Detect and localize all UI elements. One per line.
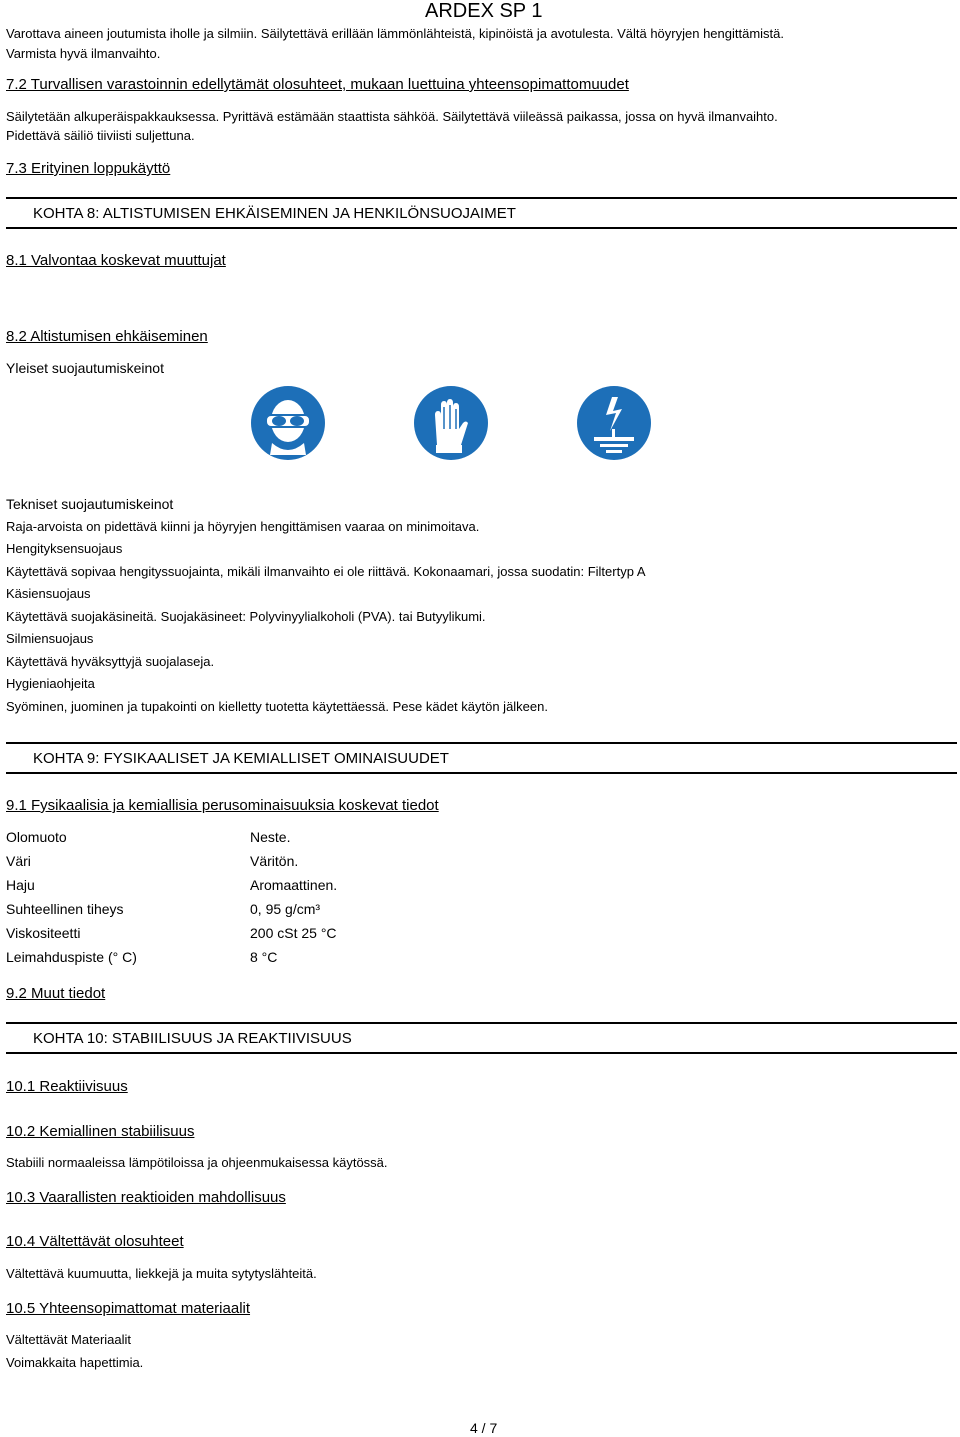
section-8-2-heading: 8.2 Altistumisen ehkäiseminen bbox=[6, 328, 208, 345]
property-label: Leimahduspiste (° C) bbox=[6, 949, 137, 965]
property-value: 8 °C bbox=[250, 949, 278, 965]
property-value: Aromaattinen. bbox=[250, 877, 338, 893]
intro-line-1: Varottava aineen joutumista iholle ja silmiin. Säilytettävä erillään lämmönlähteistä, kipinöistä ja avotulesta. Vältä höyryjen hengittämistä. bbox=[6, 26, 785, 41]
section-9-header bbox=[6, 742, 957, 774]
document-title: ARDEX SP 1 bbox=[425, 0, 543, 22]
section-10-title: KOHTA 10: STABIILISUUS JA REAKTIIVISUUS bbox=[33, 1030, 352, 1047]
property-value: 0, 95 g/cm³ bbox=[250, 901, 321, 917]
section-10-1-heading: 10.1 Reaktiivisuus bbox=[6, 1078, 128, 1095]
technical-measures-text: Raja-arvoista on pidettävä kiinni ja höyryjen hengittämisen vaaraa on minimoitava. bbox=[6, 519, 480, 534]
section-7-2-line-2: Pidettävä säiliö tiiviisti suljettuna. bbox=[6, 128, 195, 143]
property-label: Viskositeetti bbox=[6, 925, 81, 941]
property-value: 200 cSt 25 °C bbox=[250, 925, 337, 941]
section-9-title: KOHTA 9: FYSIKAALISET JA KEMIALLISET OMINAISUUDET bbox=[33, 750, 449, 767]
property-value: Neste. bbox=[250, 829, 291, 845]
eye-protection-label: Silmiensuojaus bbox=[6, 631, 94, 646]
section-7-2-line-1: Säilytetään alkuperäispakkauksessa. Pyrittävä estämään staattista sähköä. Säilytettävä viileässä paikassa, jossa on hyvä ilmanvaihto. bbox=[6, 109, 778, 124]
respiratory-text: Käytettävä sopivaa hengityssuojainta, mikäli ilmanvaihto ei ole riittävä. Kokonaamari, jossa suodatin: Filtertyp A bbox=[6, 564, 646, 579]
property-label: Olomuoto bbox=[6, 829, 67, 845]
hygiene-text: Syöminen, juominen ja tupakointi on kielletty tuotetta käytettäessä. Pese kädet käytön jälkeen. bbox=[6, 699, 548, 714]
intro-line-2: Varmista hyvä ilmanvaihto. bbox=[6, 46, 161, 61]
eye-protection-text: Käytettävä hyväksyttyjä suojalaseja. bbox=[6, 654, 215, 669]
hand-protection-text: Käytettävä suojakäsineitä. Suojakäsineet: Polyvinyylialkoholi (PVA). tai Butyylikumi. bbox=[6, 609, 486, 624]
property-value: Väritön. bbox=[250, 853, 299, 869]
general-measures-label: Yleiset suojautumiskeinot bbox=[6, 360, 164, 376]
property-label: Väri bbox=[6, 853, 31, 869]
section-10-5-text: Voimakkaita hapettimia. bbox=[6, 1355, 144, 1370]
section-9-1-heading: 9.1 Fysikaalisia ja kemiallisia perusominaisuuksia koskevat tiedot bbox=[6, 797, 439, 814]
hand-protection-label: Käsiensuojaus bbox=[6, 586, 91, 601]
section-10-2-text: Stabiili normaaleissa lämpötiloissa ja ohjeenmukaisessa käytössä. bbox=[6, 1155, 388, 1170]
section-10-4-text: Vältettävä kuumuutta, liekkejä ja muita sytytyslähteitä. bbox=[6, 1266, 317, 1281]
technical-measures-label: Tekniset suojautumiskeinot bbox=[6, 496, 174, 512]
section-9-2-heading: 9.2 Muut tiedot bbox=[6, 985, 106, 1002]
section-10-3-heading: 10.3 Vaarallisten reaktioiden mahdollisuus bbox=[6, 1189, 286, 1206]
property-label: Haju bbox=[6, 877, 35, 893]
section-10-header bbox=[6, 1022, 957, 1054]
section-10-4-heading: 10.4 Vältettävät olosuhteet bbox=[6, 1233, 184, 1250]
section-7-3-heading: 7.3 Erityinen loppukäyttö bbox=[6, 160, 171, 177]
section-10-2-heading: 10.2 Kemiallinen stabiilisuus bbox=[6, 1123, 195, 1140]
hygiene-label: Hygieniaohjeita bbox=[6, 676, 95, 691]
section-10-5-heading: 10.5 Yhteensopimattomat materiaalit bbox=[6, 1300, 251, 1317]
gloves-icon bbox=[413, 385, 489, 461]
page-number: 4 / 7 bbox=[470, 1420, 498, 1436]
section-7-2-heading: 7.2 Turvallisen varastoinnin edellytämät olosuhteet, mukaan luettuina yhteensopimattomuudet bbox=[6, 76, 629, 93]
respiratory-label: Hengityksensuojaus bbox=[6, 541, 123, 556]
property-label: Suhteellinen tiheys bbox=[6, 901, 124, 917]
antistatic-icon bbox=[576, 385, 652, 461]
section-8-title: KOHTA 8: ALTISTUMISEN EHKÄISEMINEN JA HENKILÖNSUOJAIMET bbox=[33, 205, 516, 222]
goggles-icon bbox=[250, 385, 326, 461]
section-8-1-heading: 8.1 Valvontaa koskevat muuttujat bbox=[6, 252, 226, 269]
section-8-header bbox=[6, 197, 957, 229]
section-10-5-label: Vältettävät Materiaalit bbox=[6, 1332, 132, 1347]
